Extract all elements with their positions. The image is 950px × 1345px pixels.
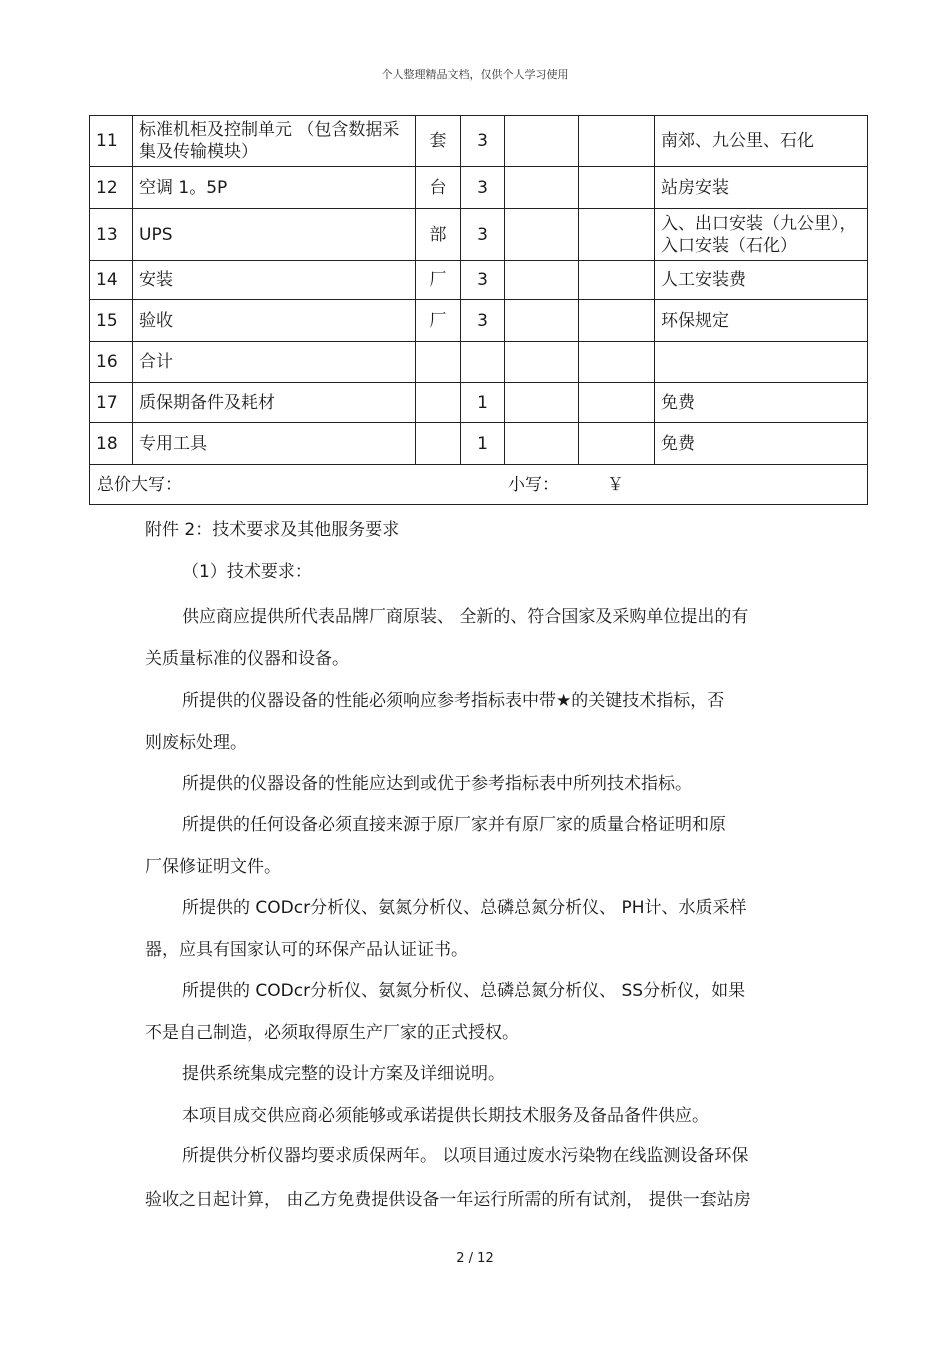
row-number: 18 [90,423,133,465]
table-row [90,167,868,209]
unit-price-cell [505,209,579,261]
item-unit [416,342,461,383]
unit-price-cell [505,300,579,342]
subtotal-cell [579,209,655,261]
subtotal-cell [579,342,655,383]
paragraph-line: 所提供分析仪器均要求质保两年。 以项目通过废水污染物在线监测设备环保 [182,1146,749,1166]
unit-price-cell [505,342,579,383]
unit-price-cell [505,423,579,465]
item-remark: 免费 [655,423,868,465]
row-number: 15 [90,300,133,342]
paragraph-line: 验收之日起计算， 由乙方免费提供设备一年运行所需的所有试剂， 提供一套站房 [145,1190,751,1210]
table-row [90,261,868,300]
item-name: 标准机柜及控制单元 （包含数据采集及传输模块） [133,116,416,167]
unit-price-cell [505,167,579,209]
yen-symbol: ￥ [607,475,624,495]
item-name: 合计 [133,342,416,383]
paragraph-line: 供应商应提供所代表品牌厂商原装、 全新的、符合国家及采购单位提出的有 [182,607,749,627]
item-quantity: 3 [461,116,505,167]
unit-price-cell [505,261,579,300]
item-quantity: 1 [461,383,505,423]
item-quantity: 1 [461,423,505,465]
subtotal-cell [579,300,655,342]
item-name: 质保期备件及耗材 [133,383,416,423]
row-number: 17 [90,383,133,423]
equipment-table [89,115,868,505]
item-unit: 台 [416,167,461,209]
item-remark [655,342,868,383]
page-number: 2 / 12 [456,1251,494,1266]
subtotal-cell [579,167,655,209]
attachment-title: 附件 2：技术要求及其他服务要求 [145,520,400,540]
item-quantity: 3 [461,261,505,300]
paragraph-line: 则废标处理。 [145,733,247,753]
paragraph-line: 所提供的仪器设备的性能应达到或优于参考指标表中所列技术指标。 [182,774,692,794]
total-capital-label: 总价大写： [97,475,182,495]
item-remark: 站房安装 [655,167,868,209]
item-unit [416,383,461,423]
row-number: 14 [90,261,133,300]
table-row [90,300,868,342]
section-subtitle: （1）技术要求： [182,562,312,582]
item-name: 专用工具 [133,423,416,465]
row-number: 16 [90,342,133,383]
table-row [90,116,868,167]
item-name: 安装 [133,261,416,300]
total-row [90,465,868,505]
paragraph-line: 所提供的 CODcr分析仪、氨氮分析仪、总磷总氮分析仪、 PH计、水质采样 [182,898,747,918]
row-number: 12 [90,167,133,209]
subtotal-cell [579,116,655,167]
paragraph-line: 所提供的仪器设备的性能必须响应参考指标表中带★的关键技术指标，否 [182,691,725,711]
item-name: UPS [133,209,416,261]
paragraph-line: 厂保修证明文件。 [145,857,281,877]
item-name: 空调 1。5P [133,167,416,209]
paragraph-line: 关质量标准的仪器和设备。 [145,649,349,669]
paragraph-line: 所提供的任何设备必须直接来源于原厂家并有原厂家的质量合格证明和原 [182,815,726,835]
item-remark: 入、出口安装（九公里），入口安装（石化） [655,209,868,261]
total-numeric-label: 小写： [508,475,559,495]
item-remark: 免费 [655,383,868,423]
table-row [90,342,868,383]
item-unit: 厂 [416,300,461,342]
item-unit: 套 [416,116,461,167]
paragraph-line: 器，应具有国家认可的环保产品认证证书。 [145,940,468,960]
subtotal-cell [579,423,655,465]
item-remark: 环保规定 [655,300,868,342]
subtotal-cell [579,261,655,300]
total-cell [90,465,868,505]
paragraph-line: 不是自己制造，必须取得原生产厂家的正式授权。 [145,1023,519,1043]
paragraph-line: 所提供的 CODcr分析仪、氨氮分析仪、总磷总氮分析仪、 SS分析仪，如果 [182,981,746,1001]
item-unit: 部 [416,209,461,261]
item-quantity [461,342,505,383]
row-number: 13 [90,209,133,261]
item-remark: 南郊、九公里、石化 [655,116,868,167]
item-unit: 厂 [416,261,461,300]
row-number: 11 [90,116,133,167]
item-quantity: 3 [461,300,505,342]
item-name: 验收 [133,300,416,342]
item-unit [416,423,461,465]
page-header-note: 个人整理精品文档，仅供个人学习使用 [381,68,569,81]
item-quantity: 3 [461,167,505,209]
unit-price-cell [505,116,579,167]
item-remark: 人工安装费 [655,261,868,300]
paragraph-line: 本项目成交供应商必须能够或承诺提供长期技术服务及备品备件供应。 [182,1106,709,1126]
table-row [90,209,868,261]
paragraph-line: 提供系统集成完整的设计方案及详细说明。 [182,1064,505,1084]
unit-price-cell [505,383,579,423]
table-row [90,383,868,423]
table-row [90,423,868,465]
subtotal-cell [579,383,655,423]
item-quantity: 3 [461,209,505,261]
